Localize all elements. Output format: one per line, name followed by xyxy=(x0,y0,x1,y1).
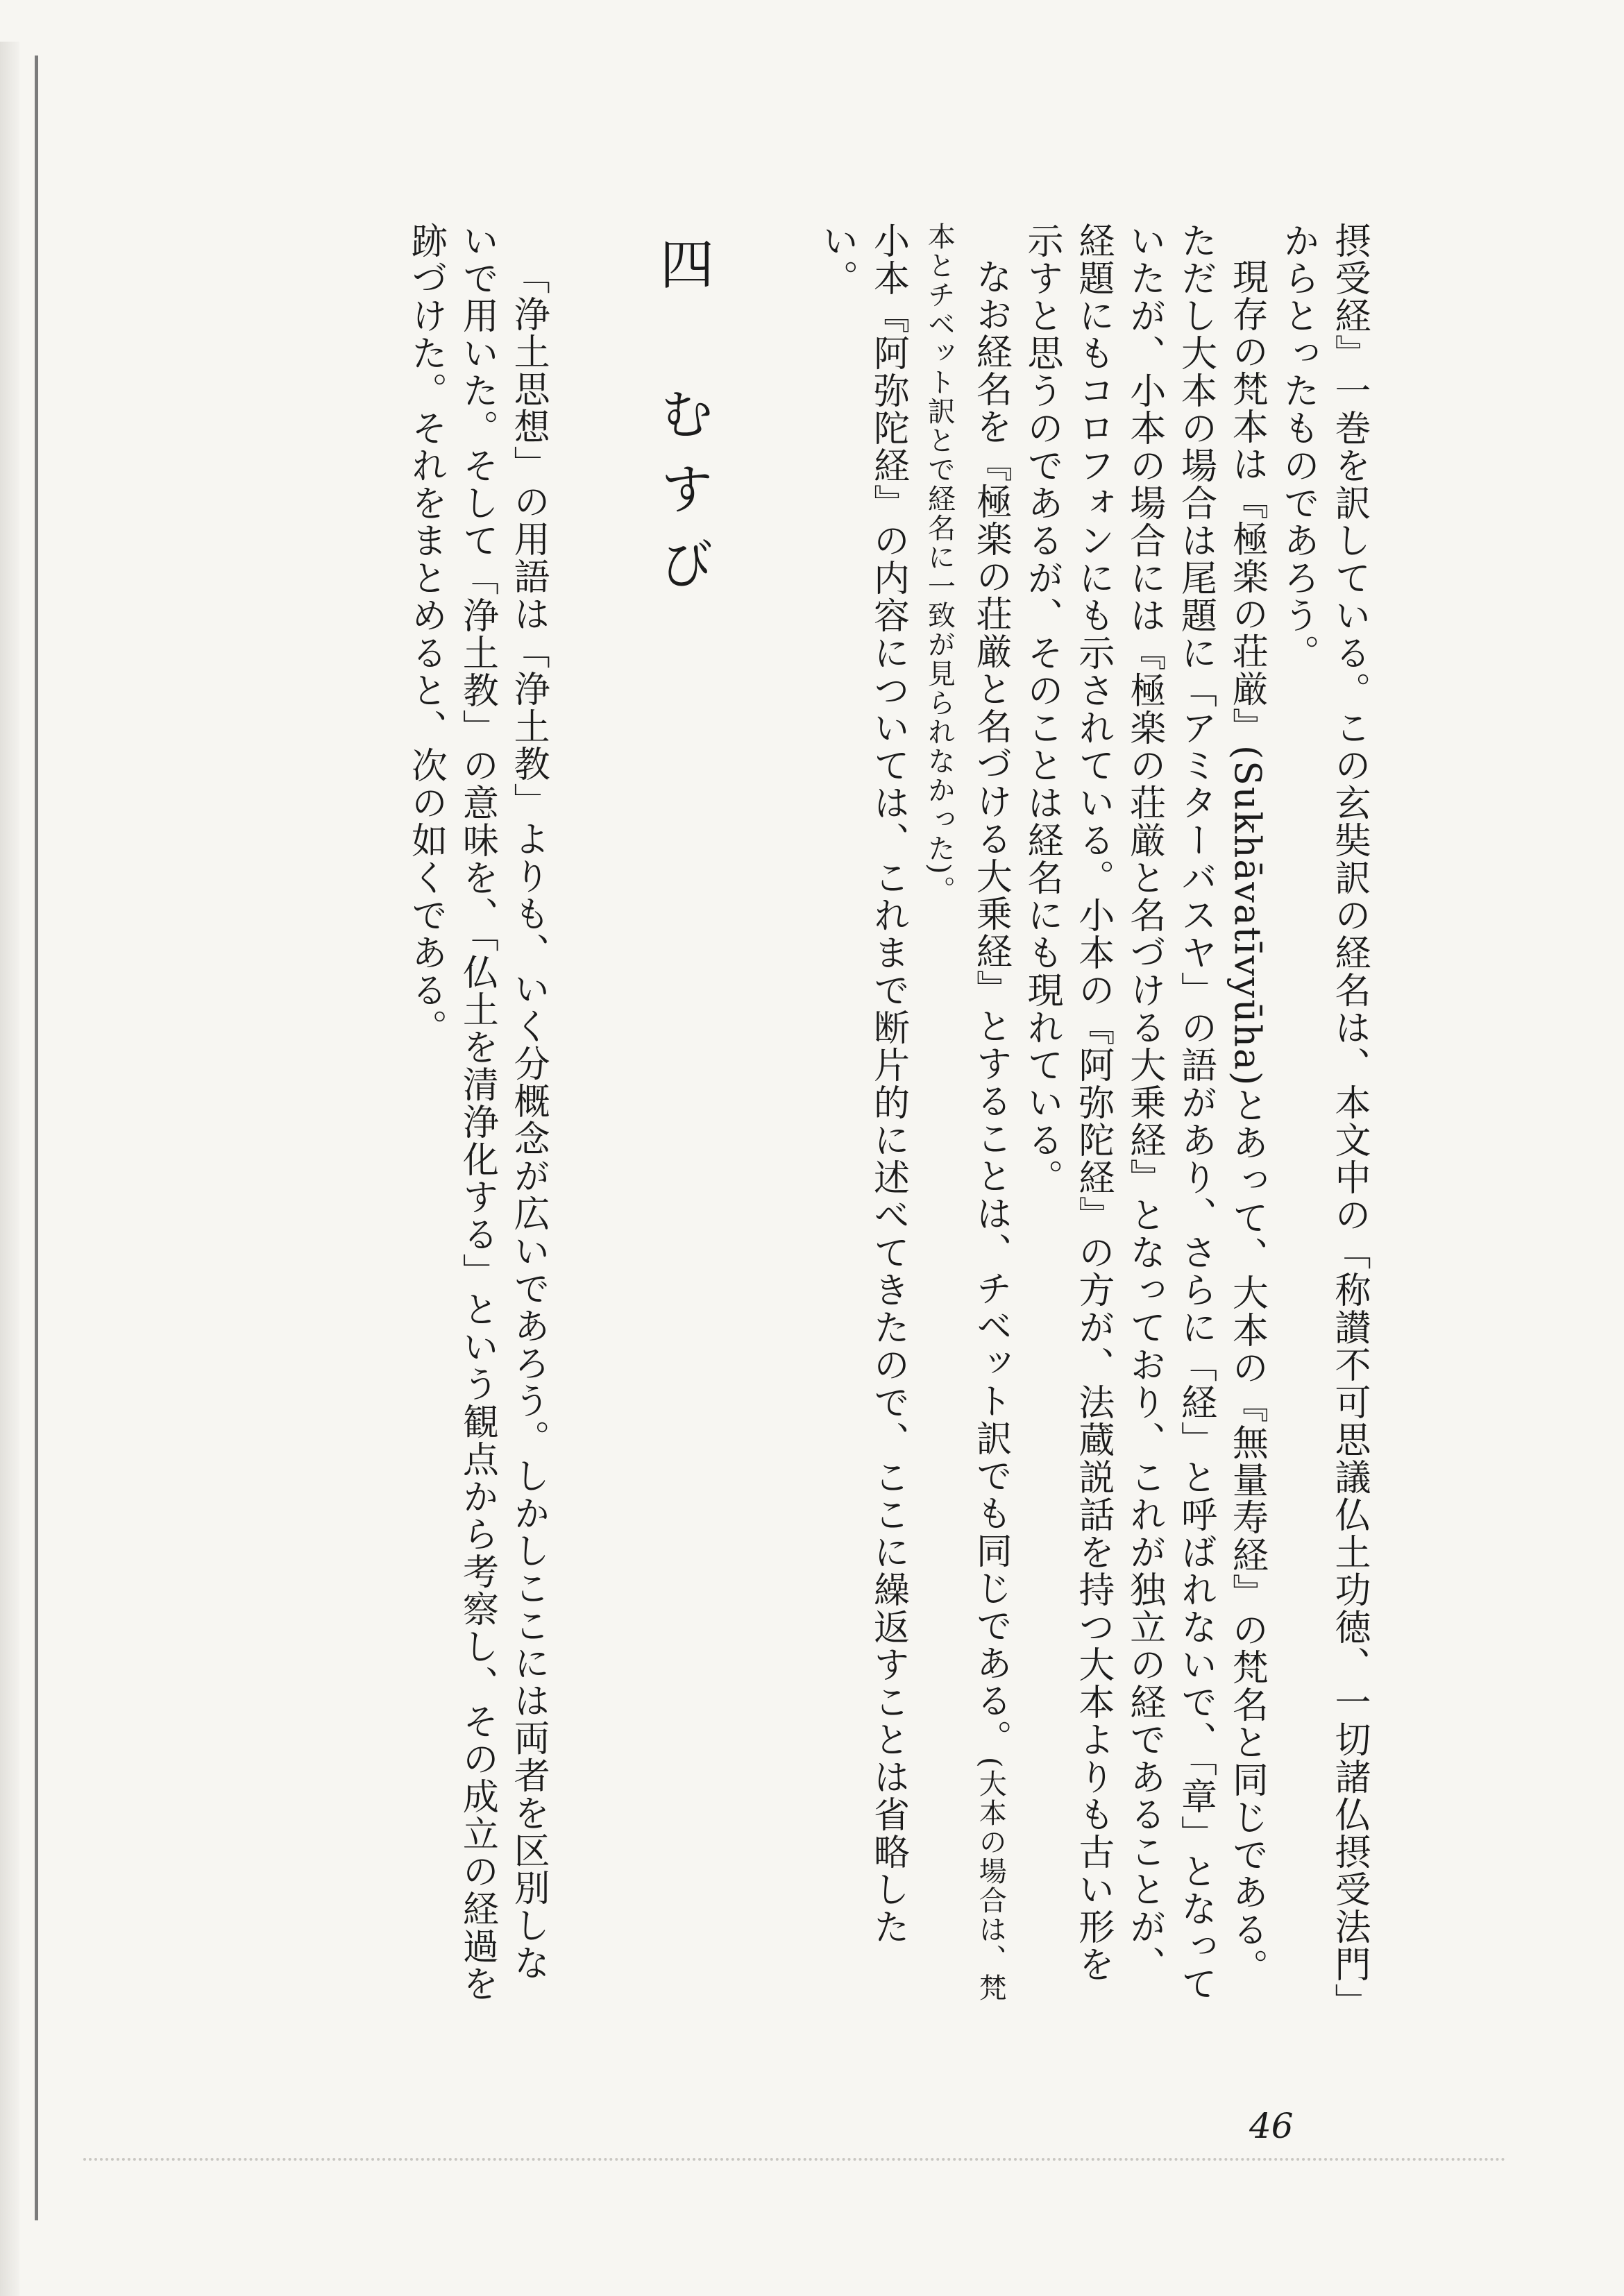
binding-line xyxy=(35,56,38,2220)
paragraph-genjo-translation: 摂受経』一巻を訳している。この玄奘訳の経名は、本文中の「称讃不可思議仏土功徳、一切諸仏摂受法門」からとったものであろう。 xyxy=(1277,222,1370,2002)
section-heading-musubi: 四 むすび xyxy=(650,236,713,611)
paragraph-amida-contents: 小本『阿弥陀経』の内容については、これまで断片的に述べてきたので、ここに繰返すことは省略したい。 xyxy=(815,222,909,1946)
paragraph-sutra-name-text: なお経名を『極楽の荘厳と名づける大乗経』とすることは、チベット訳でも同じである。 xyxy=(970,258,1012,1757)
footer-dotted-rule xyxy=(83,2158,1506,2161)
vertical-text-body xyxy=(56,222,1374,2012)
parenthetical-note: (大本の場合は、梵本とチベット訳とで経名に一致が見られなかった)。 xyxy=(923,222,1007,2002)
paragraph-sutra-name xyxy=(913,222,1016,2012)
paragraph-conclusion: 「浄土思想」の用語は「浄土教」よりも、いく分概念が広いであろう。しかしここには両者を区別しないで用いた。そして「浄土教」の意味を、「仏土を清浄化する」という観点から考察し、その成立の経過を跡づけた。それをまとめると、次の如くである。 xyxy=(405,222,550,2002)
page-number: 46 xyxy=(1249,2106,1294,2146)
paragraph-sanskrit-text: 現存の梵本は『極楽の荘厳』(Sukhāvatīvyūha)とあって、大本の『無量寿経』の梵名と同じである。ただし大本の場合は尾題に「アミターバスヤ」の語があり、さらに「経」と呼ばれないで、「章」となっていたが、小本の場合には『極楽の荘厳と名づける大乗経』となっており、これが独立の経であることが、経題にもコロフォンにも示されている。小本の『阿弥陀経』の方が、法蔵説話を持つ大本よりも古い形を示すと思うのであるが、そのことは経名にも現れている。 xyxy=(1021,222,1268,2002)
page-edge-shadow xyxy=(0,42,19,2296)
